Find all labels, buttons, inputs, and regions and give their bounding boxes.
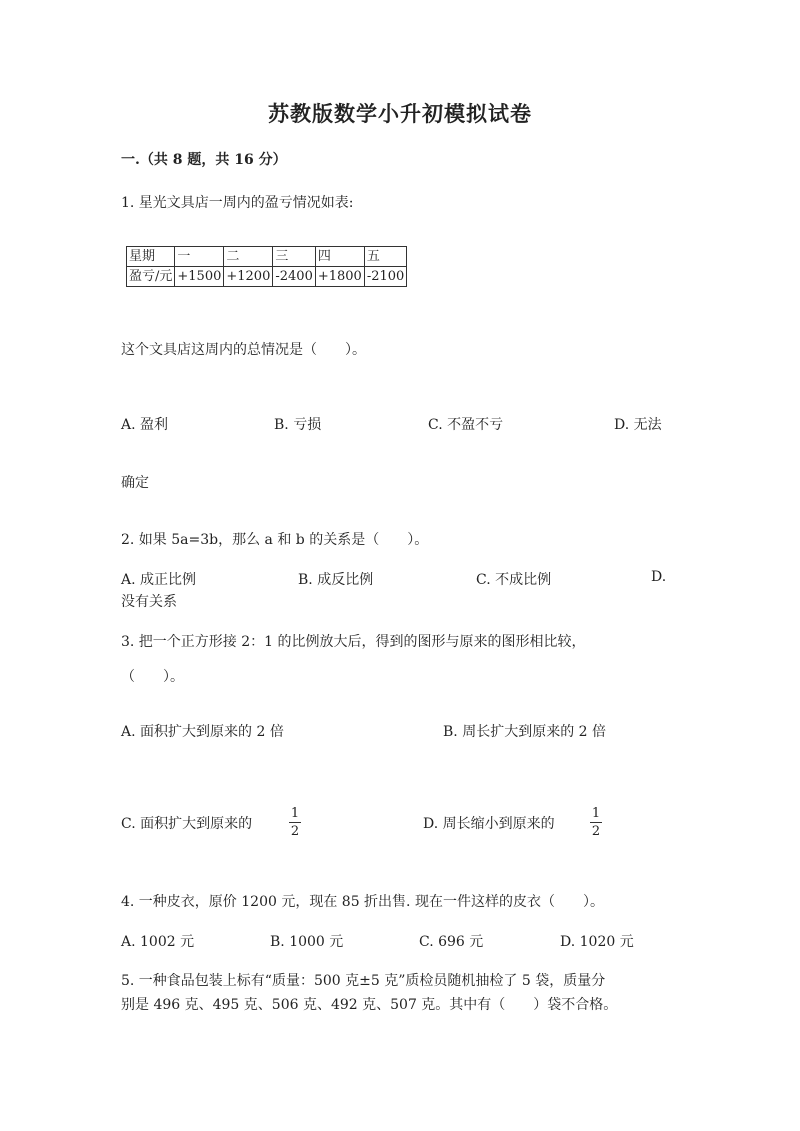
table-row bbox=[127, 247, 407, 267]
q1-question: 这个文具店这周内的总情况是（ ）。 bbox=[121, 342, 366, 358]
page-title: 苏教版数学小升初模拟试卷 bbox=[268, 101, 532, 126]
table-cell: +1800 bbox=[315, 267, 364, 287]
q2-option-b[interactable]: B. 成反比例 bbox=[298, 572, 374, 588]
section-heading: 一.（共 8 题，共 16 分） bbox=[121, 152, 287, 168]
q3-option-b[interactable]: B. 周长扩大到原来的 2 倍 bbox=[443, 724, 606, 740]
table-cell: 一 bbox=[175, 247, 224, 267]
q3-option-a[interactable]: A. 面积扩大到原来的 2 倍 bbox=[121, 724, 284, 740]
table-cell: -2100 bbox=[364, 267, 406, 287]
table-cell: 二 bbox=[224, 247, 273, 267]
q4-option-b[interactable]: B. 1000 元 bbox=[270, 934, 344, 950]
q2-stem: 2. 如果 5a=3b，那么 a 和 b 的关系是（ ）。 bbox=[121, 532, 429, 548]
table-cell: 星期 bbox=[127, 247, 175, 267]
profit-loss-table bbox=[126, 246, 407, 287]
table-cell: +1500 bbox=[175, 267, 224, 287]
q2-option-a[interactable]: A. 成正比例 bbox=[121, 572, 197, 588]
table-cell: 三 bbox=[273, 247, 315, 267]
fraction-bar bbox=[590, 822, 602, 823]
q1-option-b[interactable]: B. 亏损 bbox=[274, 417, 322, 433]
fraction-numerator: 1 bbox=[591, 806, 601, 821]
q2-option-c[interactable]: C. 不成比例 bbox=[476, 572, 552, 588]
q3-stem: 3. 把一个正方形接 2：1 的比例放大后，得到的图形与原来的图形相比较， bbox=[121, 634, 586, 650]
fraction-numerator: 1 bbox=[290, 806, 300, 821]
q1-option-d-continued: 确定 bbox=[121, 475, 149, 491]
fraction-denominator: 2 bbox=[591, 824, 601, 839]
q2-option-d[interactable]: D. bbox=[651, 569, 667, 585]
q1-option-a[interactable]: A. 盈利 bbox=[121, 417, 169, 433]
q3-stem-continued: （ ）。 bbox=[121, 669, 184, 685]
table-cell: +1200 bbox=[224, 267, 273, 287]
q4-stem: 4. 一种皮衣，原价 1200 元，现在 85 折出售. 现在一件这样的皮衣（ ）。 bbox=[121, 894, 604, 910]
q1-stem: 1. 星光文具店一周内的盈亏情况如表: bbox=[121, 195, 354, 211]
table-cell: -2400 bbox=[273, 267, 315, 287]
q2-option-d-continued: 没有关系 bbox=[121, 594, 177, 610]
table-cell: 四 bbox=[315, 247, 364, 267]
q1-option-d[interactable]: D. 无法 bbox=[614, 417, 662, 433]
fraction-bar bbox=[289, 822, 301, 823]
q5-stem: 5. 一种食品包装上标有“质量：500 克±5 克”质检员随机抽检了 5 袋，质量分 bbox=[121, 973, 606, 989]
fraction-denominator: 2 bbox=[290, 824, 300, 839]
table-row bbox=[127, 267, 407, 287]
q3-option-c[interactable]: C. 面积扩大到原来的 bbox=[121, 816, 253, 832]
q4-option-a[interactable]: A. 1002 元 bbox=[121, 934, 195, 950]
table-cell: 盈亏/元 bbox=[127, 267, 175, 287]
q5-stem-continued: 别是 496 克、495 克、506 克、492 克、507 克。其中有（ ）袋不合格。 bbox=[121, 997, 618, 1013]
q3-option-d-fraction bbox=[590, 806, 602, 839]
table-cell: 五 bbox=[364, 247, 406, 267]
q4-option-c[interactable]: C. 696 元 bbox=[419, 934, 484, 950]
q3-option-d[interactable]: D. 周长缩小到原来的 bbox=[423, 816, 555, 832]
q3-option-c-fraction bbox=[289, 806, 301, 839]
q1-option-c[interactable]: C. 不盈不亏 bbox=[428, 417, 504, 433]
q4-option-d[interactable]: D. 1020 元 bbox=[560, 934, 634, 950]
